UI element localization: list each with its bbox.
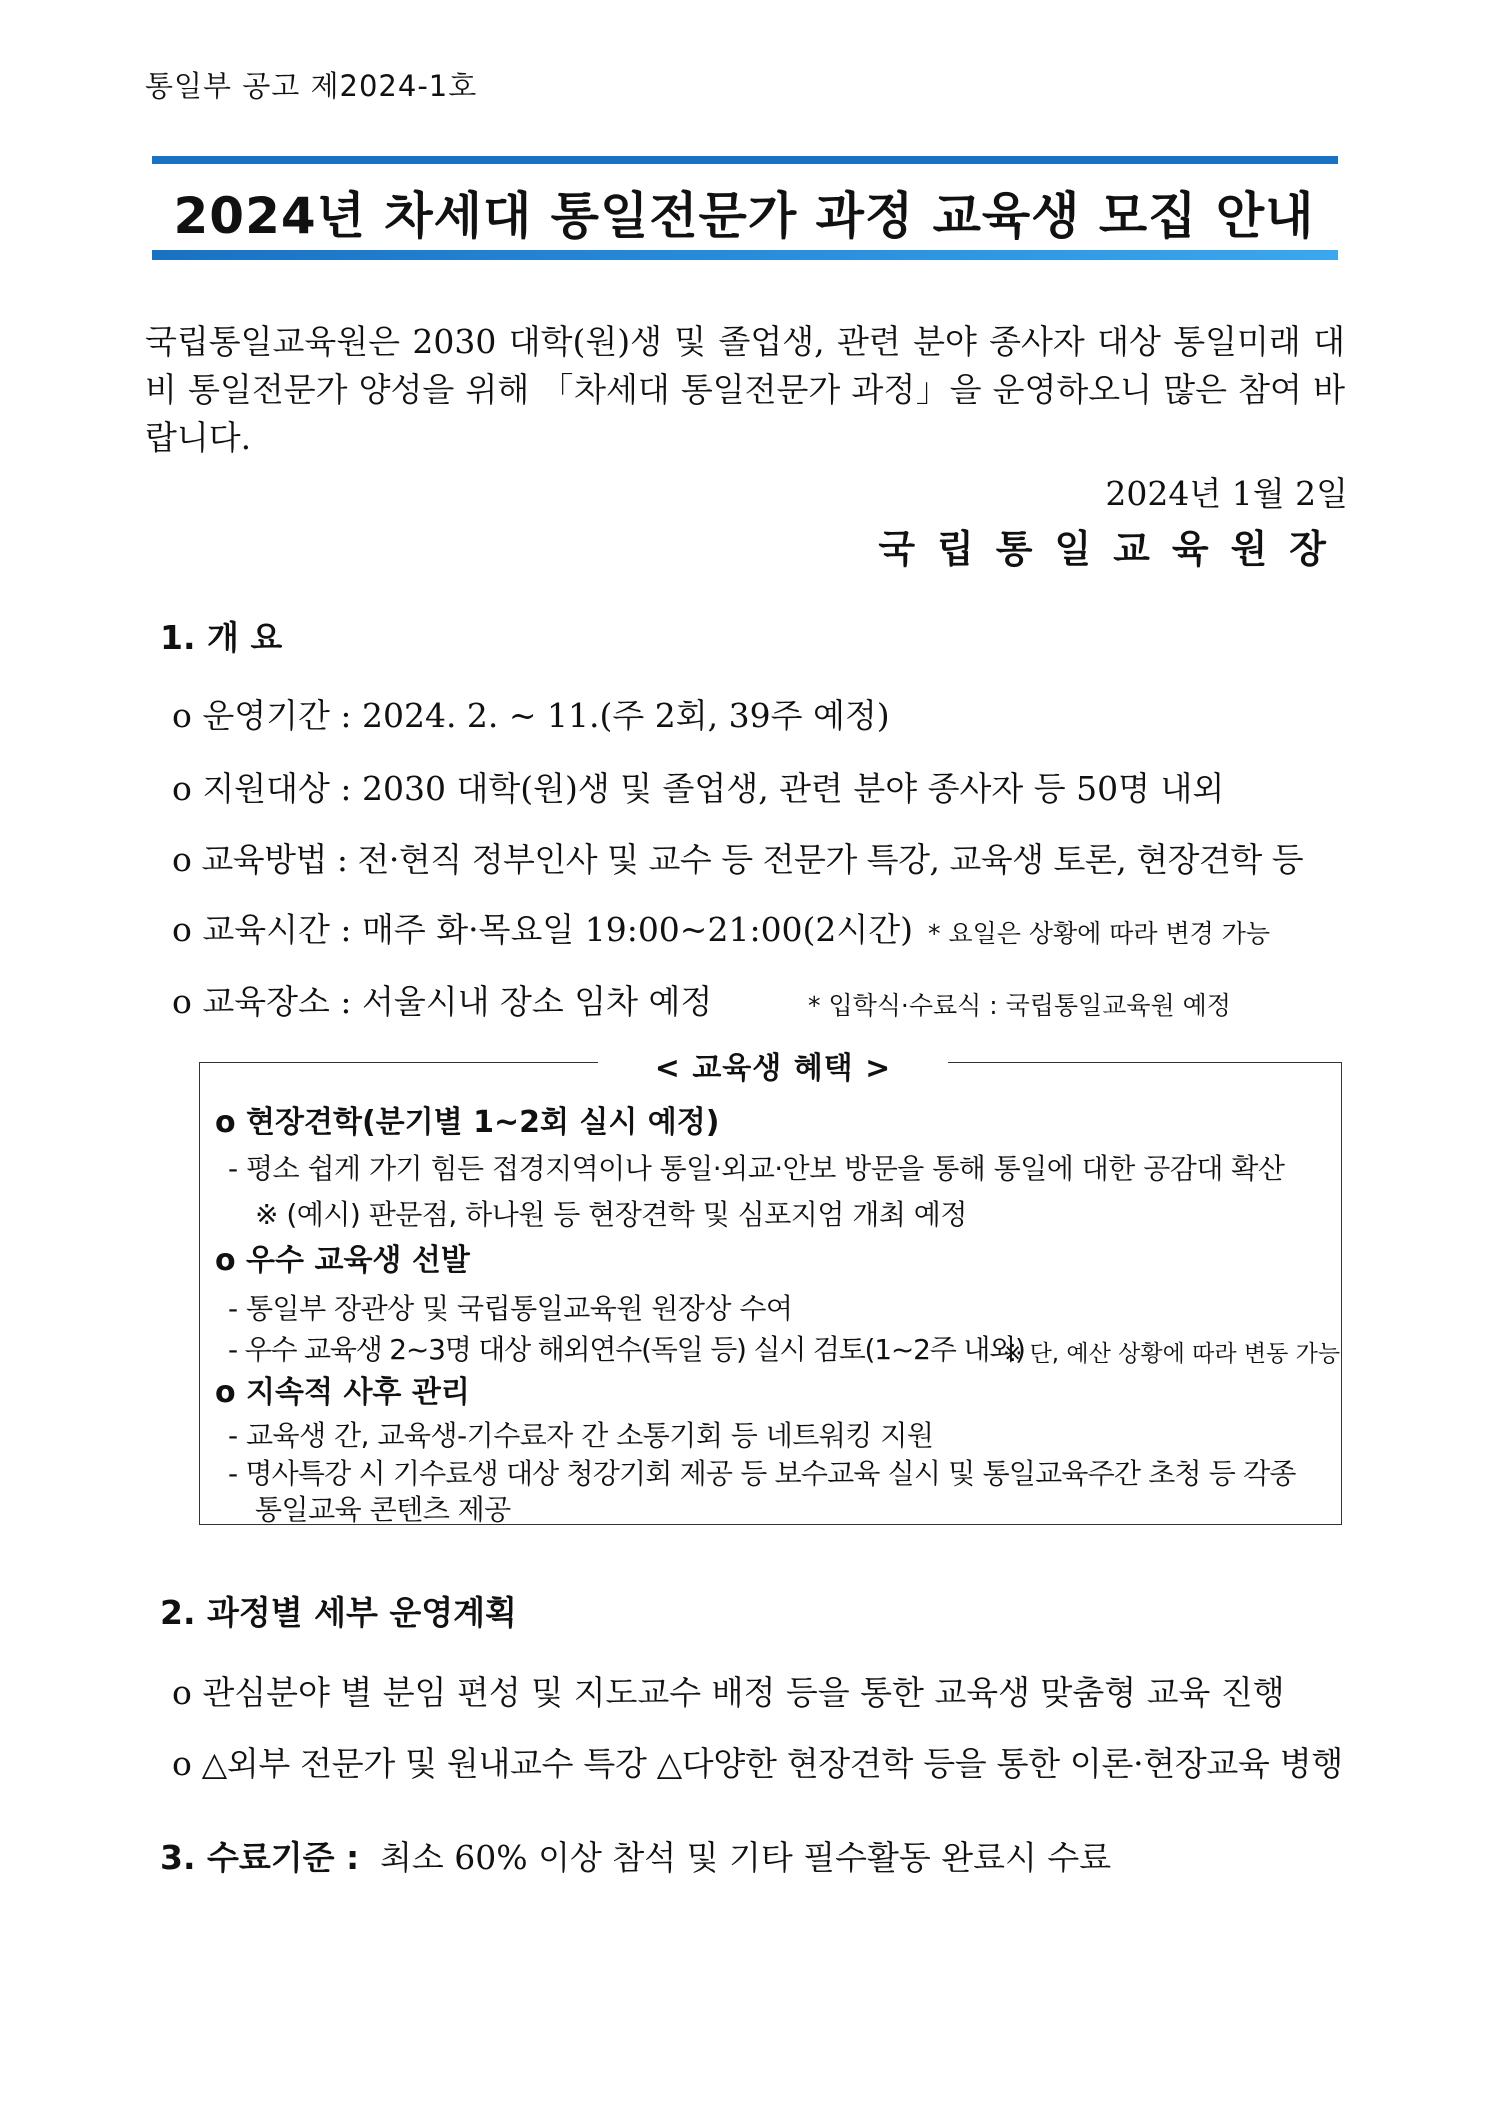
notice-number: 통일부 공고 제2024-1호 <box>145 69 478 103</box>
plan-item-1: o 관심분야 별 분임 편성 및 지도교수 배정 등을 통한 교육생 맞춤형 교육 진행 <box>172 1673 1285 1712</box>
title-top-rule <box>152 156 1338 164</box>
overview-place-note: * 입학식·수료식 : 국립통일교육원 예정 <box>808 991 1231 1020</box>
announcement-date: 2024년 1월 2일 <box>1105 474 1348 513</box>
benefit-selection-line-2: - 우수 교육생 2~3명 대상 해외연수(독일 등) 실시 검토(1~2주 내외) <box>228 1333 1025 1366</box>
benefit-field-trip-example: ※ (예시) 판문점, 하나원 등 현장견학 및 심포지엄 개최 예정 <box>255 1198 967 1231</box>
benefit-field-trip-line: - 평소 쉽게 가기 힘든 접경지역이나 통일·외교·안보 방문을 통해 통일에 대한 공감대 확산 <box>228 1152 1285 1185</box>
overview-place: o 교육장소 : 서울시내 장소 임차 예정 <box>172 982 713 1021</box>
benefit-aftercare-line-1: - 교육생 간, 교육생-기수료자 간 소통기회 등 네트워킹 지원 <box>228 1419 934 1452</box>
overview-period: o 운영기간 : 2024. 2. ~ 11.(주 2회, 39주 예정) <box>172 696 890 735</box>
overview-method: o 교육방법 : 전·현직 정부인사 및 교수 등 전문가 특강, 교육생 토론, 현장견학 등 <box>172 840 1304 879</box>
benefits-title: < 교육생 혜택 > <box>598 1043 948 1087</box>
document-title: 2024년 차세대 통일전문가 과정 교육생 모집 안내 <box>173 187 1315 245</box>
overview-time-note: * 요일은 상황에 따라 변경 가능 <box>928 919 1271 948</box>
section2-heading: 2. 과정별 세부 운영계획 <box>160 1593 517 1632</box>
intro-paragraph: 국립통일교육원은 2030 대학(원)생 및 졸업생, 관련 분야 종사자 대상 통일미래 대비 통일전문가 양성을 위해 「차세대 통일전문가 과정」을 운영하오니 많은 참여 바랍니다. <box>145 322 1345 457</box>
issuer-name: 국립통일교육원장 <box>878 526 1348 571</box>
benefit-selection-heading: o 우수 교육생 선발 <box>215 1243 470 1278</box>
benefit-field-trip-heading: o 현장견학(분기별 1~2회 실시 예정) <box>215 1105 720 1140</box>
benefit-selection-note: ※ 단, 예산 상황에 따라 변동 가능 <box>1003 1341 1341 1367</box>
benefit-selection-line-1: - 통일부 장관상 및 국립통일교육원 원장상 수여 <box>228 1292 793 1325</box>
title-bottom-rule <box>152 250 1338 260</box>
completion-criteria: 최소 60% 이상 참석 및 기타 필수활동 완료시 수료 <box>380 1838 1112 1877</box>
overview-target: o 지원대상 : 2030 대학(원)생 및 졸업생, 관련 분야 종사자 등 50명 내외 <box>172 769 1225 808</box>
plan-item-2: o △외부 전문가 및 원내교수 특강 △다양한 현장견학 등을 통한 이론·현장교육 병행 <box>172 1744 1343 1783</box>
section1-heading: 1. 개 요 <box>160 618 283 657</box>
overview-time: o 교육시간 : 매주 화·목요일 19:00~21:00(2시간) <box>172 910 914 949</box>
benefit-aftercare-line-3: 통일교육 콘텐츠 제공 <box>255 1493 511 1526</box>
benefit-aftercare-heading: o 지속적 사후 관리 <box>215 1375 470 1410</box>
benefit-aftercare-line-2: - 명사특강 시 기수료생 대상 청강기회 제공 등 보수교육 실시 및 통일교육주간 초청 등 각종 <box>228 1457 1296 1490</box>
section3-heading: 3. 수료기준 : <box>160 1838 360 1877</box>
